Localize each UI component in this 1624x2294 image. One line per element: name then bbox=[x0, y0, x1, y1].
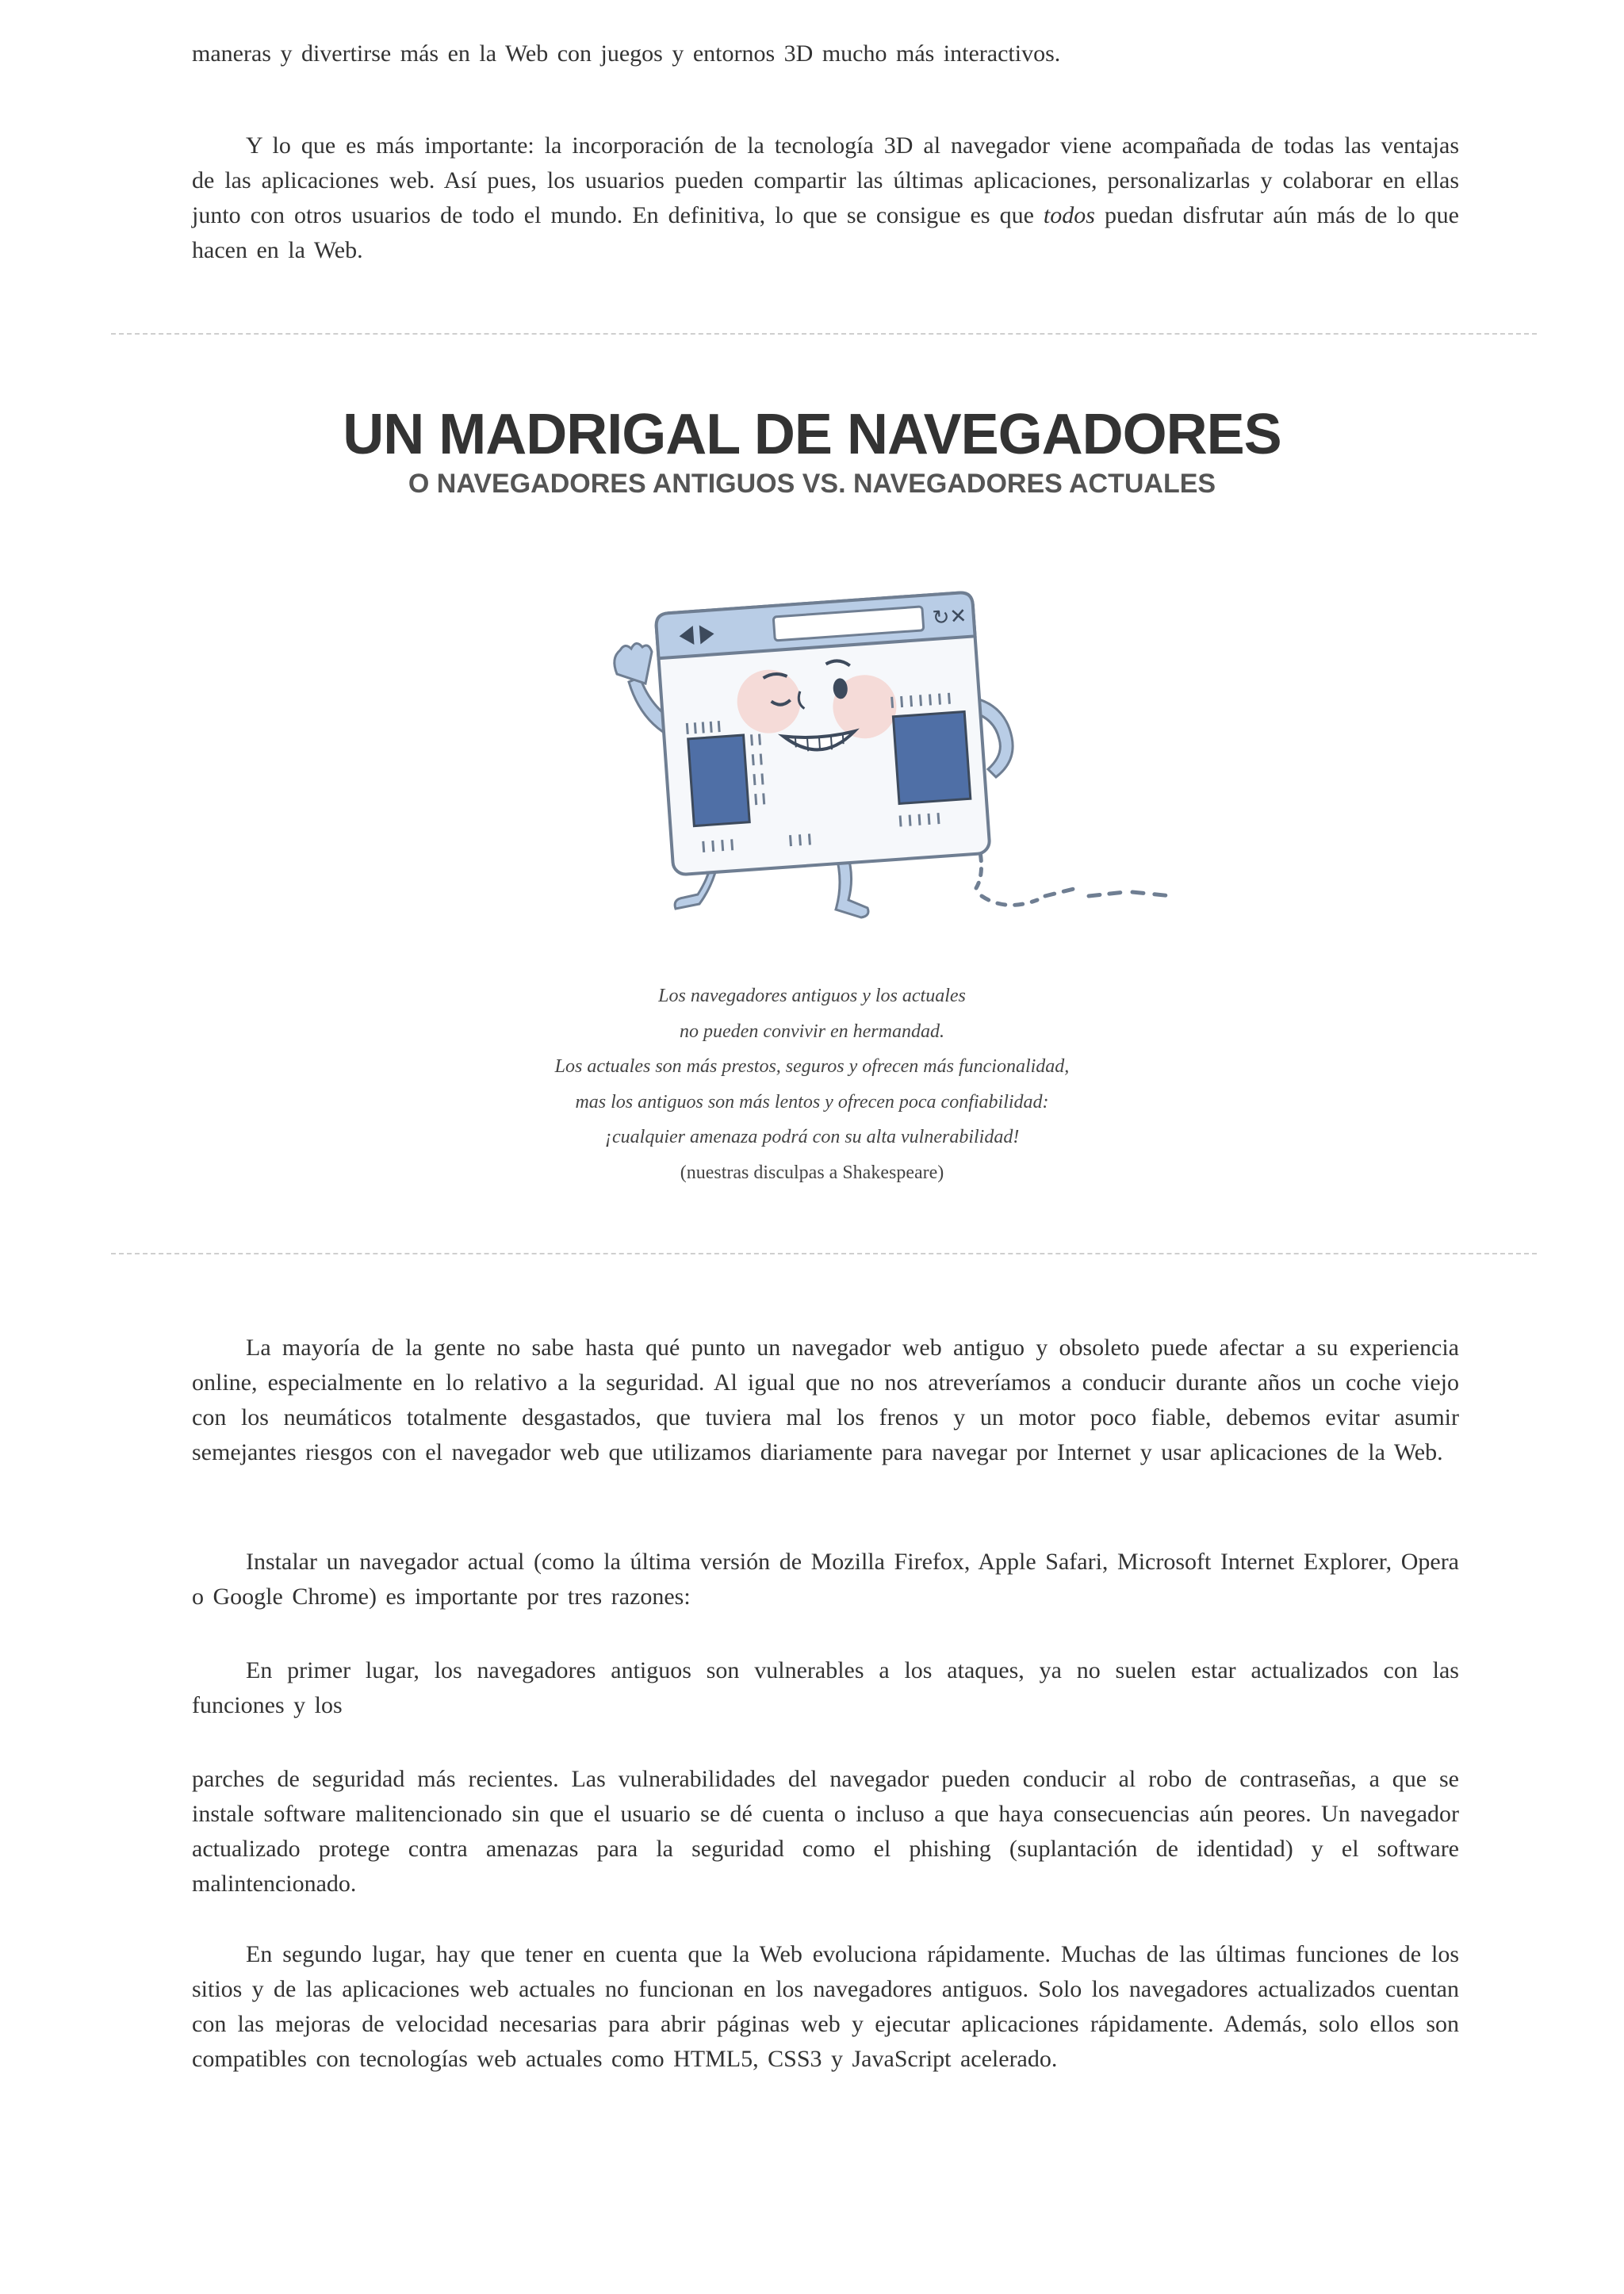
verse-block bbox=[0, 978, 1624, 1190]
section-divider-top bbox=[111, 333, 1537, 335]
verse-line: no pueden convivir en hermandad. bbox=[680, 1021, 944, 1042]
intro-line: maneras y divertirse más en la Web con juegos y entornos 3D mucho más interactivos. bbox=[192, 40, 1061, 67]
intro-emphasis: todos bbox=[1043, 202, 1095, 228]
intro-paragraph bbox=[192, 128, 1459, 268]
verse-line: mas los antiguos son más lentos y ofrecen poca confiabilidad: bbox=[575, 1091, 1049, 1113]
dashed-trail bbox=[976, 841, 1172, 905]
section-subtitle: O NAVEGADORES ANTIGUOS VS. NAVEGADORES ACTUALES bbox=[408, 469, 1216, 499]
verse-credit: (nuestras disculpas a Shakespeare) bbox=[680, 1162, 944, 1183]
body-paragraph-3: En primer lugar, los navegadores antiguos son vulnerables a los ataques, ya no suelen estar actualizados con las funciones y los bbox=[192, 1657, 1459, 1718]
intro-paragraph-text-2: puedan disfrutar aún más de lo que hacen en la Web. bbox=[192, 202, 1459, 263]
verse-line: Los actuales son más prestos, seguros y ofrecen más funcionalidad, bbox=[554, 1056, 1070, 1077]
browser-frame bbox=[656, 592, 990, 875]
body-paragraph-4: parches de seguridad más recientes. Las vulnerabilidades del navegador pueden conducir al robo de contraseñas, a que se instale software malitencionado sin que el usuario se dé cuenta o incluso a que haya consecuencias aún peores. Un navegador actualizado protege contra amenazas para la seguridad como el phishing (suplantación de identidad) y el software malintencionado. bbox=[192, 1766, 1459, 1897]
verse-line: Los navegadores antiguos y los actuales bbox=[658, 986, 966, 1006]
section-title: UN MADRIGAL DE NAVEGADORES bbox=[343, 403, 1281, 466]
browser-character-illustration bbox=[593, 579, 1220, 936]
svg-text:↻✕: ↻✕ bbox=[931, 604, 968, 630]
body-paragraph-2: Instalar un navegador actual (como la última versión de Mozilla Firefox, Apple Safari, Microsoft Internet Explorer, Opera o Google Chrome) es importante por tres razones: bbox=[192, 1549, 1459, 1610]
body-paragraph-5: En segundo lugar, hay que tener en cuenta que la Web evoluciona rápidamente. Muchas de las últimas funciones de los sitios y de las aplicaciones web actuales no funcionan en los navegadores antiguos. Solo los navegadores actualizados cuentan con las mejoras de velocidad necesarias para abrir páginas web y ejecutar aplicaciones rápidamente. Además, solo ellos son compatibles con tecnologías web actuales como HTML5, CSS3 y JavaScript acelerado. bbox=[192, 1941, 1459, 2072]
verse-line: ¡cualquier amenaza podrá con su alta vulnerabilidad! bbox=[604, 1127, 1020, 1147]
section-divider-bottom bbox=[111, 1253, 1537, 1254]
body-paragraph-1: La mayoría de la gente no sabe hasta qué punto un navegador web antiguo y obsoleto puede afectar a su experiencia online, especialmente en lo relativo a la seguridad. Al igual que no nos atreveríamos a conducir durante años un coche viejo con los neumáticos totalmente desgastados, que tuviera mal los frenos y un motor poco fiable, debemos evitar asumir semejantes riesgos con el navegador web que utilizamos diariamente para navegar por Internet y usar aplicaciones de la Web. bbox=[192, 1335, 1459, 1465]
intro-paragraph-text-1: Y lo que es más importante: la incorporación de la tecnología 3D al navegador viene acompañada de todas las ventajas de las aplicaciones web. Así pues, los usuarios pueden compartir las últimas aplicaciones, personalizarlas y colaborar en ellas junto con otros usuarios de todo el mundo. En definitiva, lo que se consigue es que bbox=[192, 132, 1459, 228]
